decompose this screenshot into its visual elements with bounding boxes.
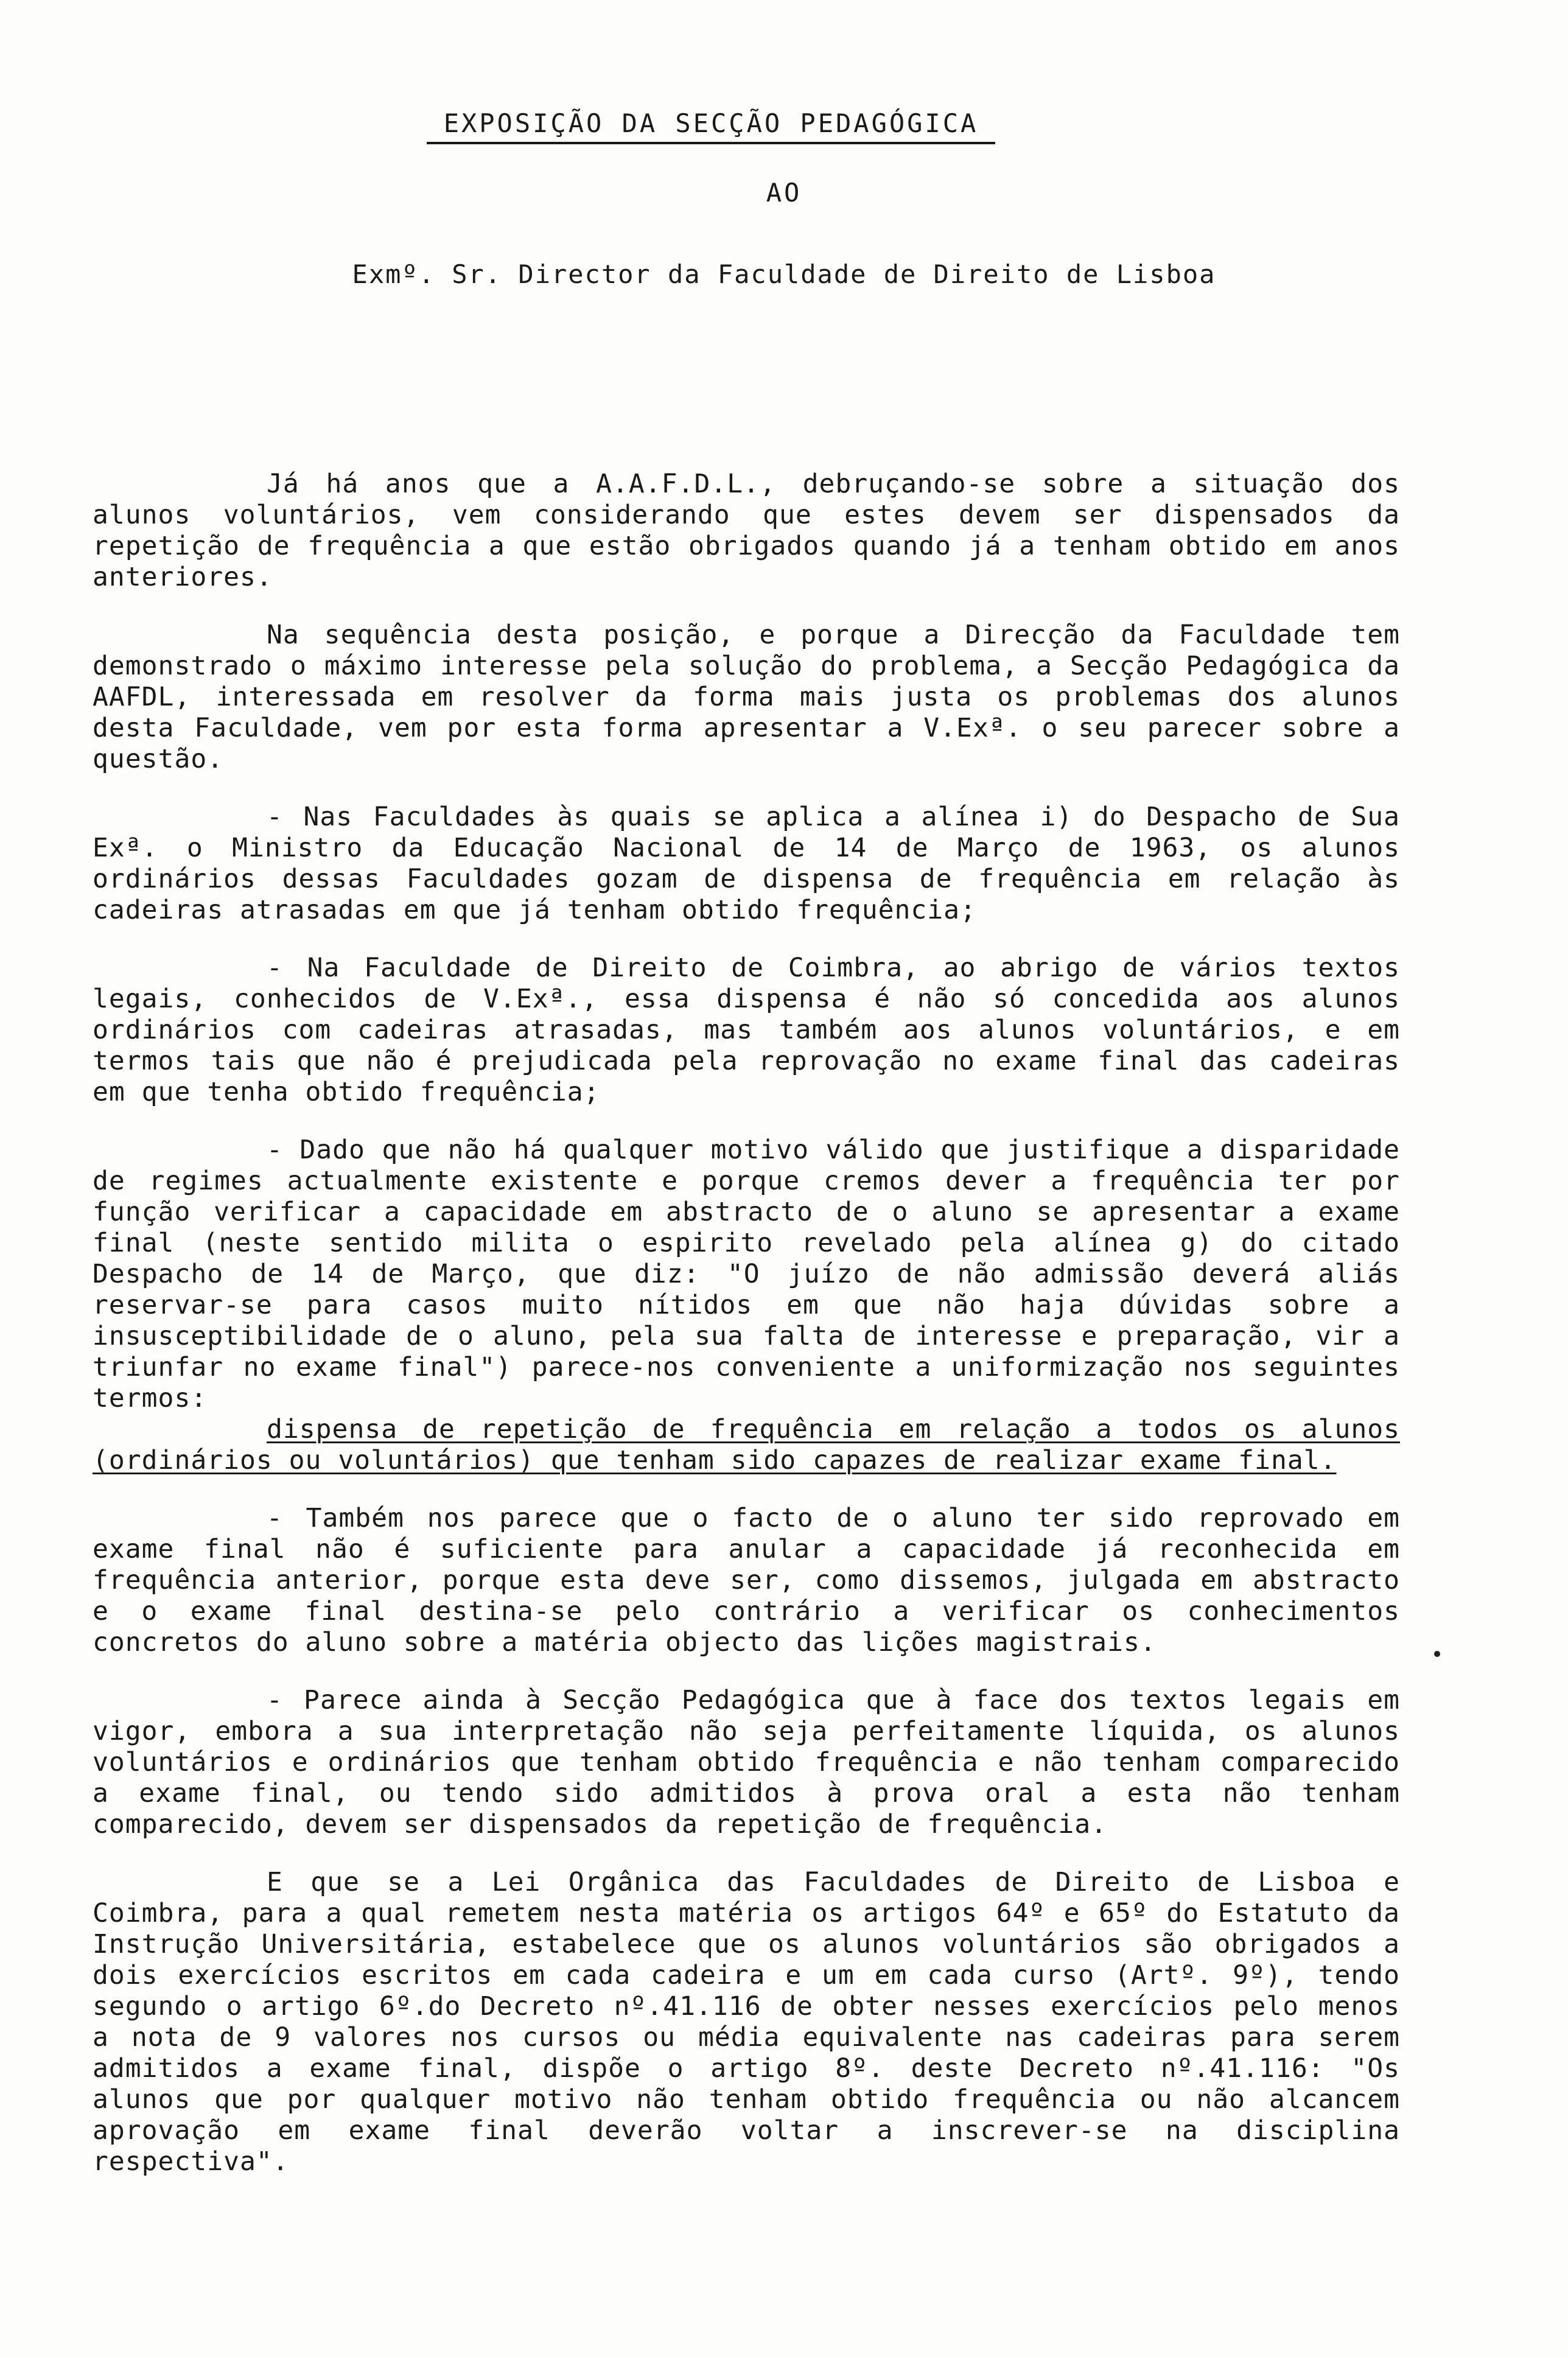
paragraph-point-disparity: - Dado que não há qualquer motivo válido que justifique a disparidade de regimes actualmente existente e porque cremos dever a frequência ter por função verificar a capacidade em abstracto de o aluno se apresentar a exame final (neste sentido milita o espirito revelado pela alínea g) do citado Despacho de 14 de Março, que diz: "O juízo de não admissão deverá aliás reservar-se para casos muito nítidos em que não haja dúvidas sobre a insusceptibilidade de o aluno, pela sua falta de interesse e preparação, vir a triunfar no exame final") parece-nos conveniente a uniformização nos seguintes termos: — [93, 1135, 1400, 1413]
ink-speck — [1434, 1651, 1440, 1657]
paragraph-point-coimbra: - Na Faculdade de Direito de Coimbra, ao abrigo de vários textos legais, conhecidos de V.Exª., essa dispensa é não só concedida aos alunos ordinários com cadeiras atrasadas, mas também aos alunos voluntários, e em termos tais que não é prejudicada pela reprovação no exame final das cadeiras em que tenha obtido frequência; — [93, 953, 1400, 1107]
paragraph-point-alinea-i: - Nas Faculdades às quais se aplica a alínea i) do Despacho de Sua Exª. o Ministro da Educação Nacional de 14 de Março de 1963, os alunos ordinários dessas Faculdades gozam de dispensa de frequência em relação às cadeiras atrasadas em que já tenham obtido frequência; — [93, 802, 1400, 925]
paragraph-position: Na sequência desta posição, e porque a Direcção da Faculdade tem demonstrado o máximo interesse pela solução do problema, a Secção Pedagógica da AAFDL, interessada em resolver da forma mais justa os problemas dos alunos desta Faculdade, vem por esta forma apresentar a V.Exª. o seu parecer sobre a questão. — [93, 620, 1400, 774]
paragraph-intro: Já há anos que a A.A.F.D.L., debruçando-se sobre a situação dos alunos voluntários, vem considerando que estes devem ser dispensados da repetição de frequência a que estão obrigados quando já a tenham obtido em anos anteriores. — [93, 469, 1400, 592]
recipient-prefix: AO — [766, 178, 802, 208]
document-title — [0, 108, 1568, 144]
paragraph-lei-organica: E que se a Lei Orgânica das Faculdades de Direito de Lisboa e Coimbra, para a qual remetem nesta matéria os artigos 64º e 65º do Estatuto da Instrução Universitária, estabelece que os alunos voluntários são obrigados a dois exercícios escritos em cada cadeira e um em cada curso (Artº. 9º), tendo segundo o artigo 6º.do Decreto nº.41.116 de obter nesses exercícios pelo menos a nota de 9 valores nos cursos ou média equivalente nas cadeiras para serem admitidos a exame final, dispõe o artigo 8º. deste Decreto nº.41.116: "Os alunos que por qualquer motivo não tenham obtido frequência ou não alcancem aprovação em exame final deverão voltar a inscrever-se na disciplina respectiva". — [93, 1867, 1400, 2177]
paragraph-point-reprovacao: - Também nos parece que o facto de o aluno ter sido reprovado em exame final não é suficiente para anular a capacidade já reconhecida em frequência anterior, porque esta deve ser, como dissemos, julgada em abstracto e o exame final destina-se pelo contrário a verificar os conhecimentos concretos do aluno sobre a matéria objecto das lições magistrais. — [93, 1503, 1400, 1658]
paragraph-proposal-underlined: dispensa de repetição de frequência em relação a todos os alunos (ordinários ou voluntários) que tenham sido capazes de realizar exame final. — [93, 1414, 1400, 1476]
paragraph-point-textos-legais: - Parece ainda à Secção Pedagógica que à face dos textos legais em vigor, embora a sua interpretação não seja perfeitamente líquida, os alunos voluntários e ordinários que tenham obtido frequência e não tenham comparecido a exame final, ou tendo sido admitidos à prova oral a esta não tenham comparecido, devem ser dispensados da repetição de frequência. — [93, 1685, 1400, 1840]
document-title-text: EXPOSIÇÃO DA SECÇÃO PEDAGÓGICA — [427, 108, 996, 144]
addressee-line: Exmº. Sr. Director da Faculdade de Direito de Lisboa — [352, 259, 1216, 289]
document-body — [93, 469, 1400, 2204]
